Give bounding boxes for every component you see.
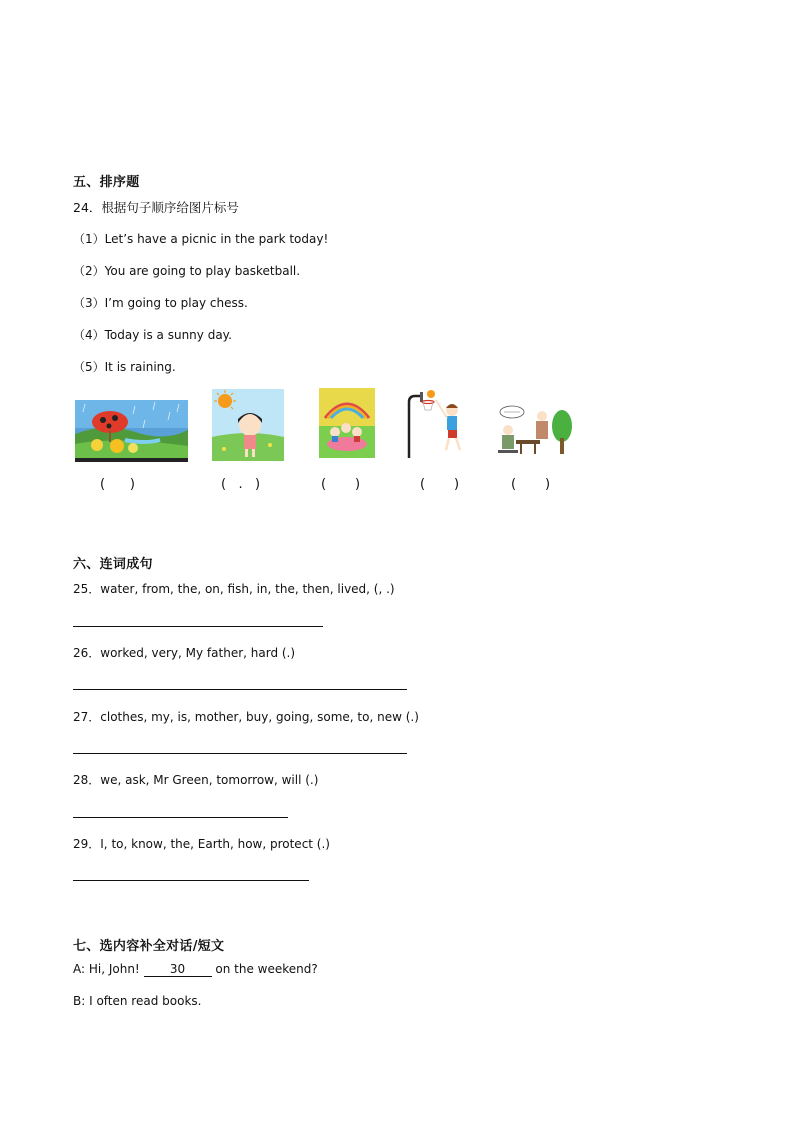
sentence-4: （4）Today is a sunny day. <box>73 328 232 342</box>
answer-line-29[interactable] <box>73 880 309 881</box>
answer-line-25[interactable] <box>73 626 323 627</box>
answer-paren-3[interactable]: ( ) <box>321 477 361 492</box>
dialogue-line-b: B: I often read books. <box>73 994 202 1008</box>
question-25: 25．water, from, the, on, fish, in, the, then, lived, (, .) <box>73 582 395 596</box>
picnic-picture <box>319 388 375 458</box>
answer-line-28[interactable] <box>73 817 288 818</box>
rainy-picture <box>75 400 188 462</box>
question-28: 28．we, ask, Mr Green, tomorrow, will (.) <box>73 773 319 787</box>
answer-paren-2[interactable]: ( . ) <box>221 477 261 492</box>
section-7-heading: 七、选内容补全对话/短文 <box>73 939 225 954</box>
answer-line-26[interactable] <box>73 689 407 690</box>
sentence-1: （1）Let’s have a picnic in the park today! <box>73 232 329 246</box>
dialogue-line-a <box>73 962 318 977</box>
answer-paren-4[interactable]: ( ) <box>420 477 460 492</box>
sunny-day-picture <box>212 389 284 461</box>
sentence-3: （3）I’m going to play chess. <box>73 296 248 310</box>
question-24: 24．根据句子顺序给图片标号 <box>73 200 239 215</box>
answer-line-27[interactable] <box>73 753 407 754</box>
section-5-heading: 五、排序题 <box>73 175 140 190</box>
question-27: 27．clothes, my, is, mother, buy, going, some, to, new (.) <box>73 710 419 724</box>
sentence-5: （5）It is raining. <box>73 360 176 374</box>
blank-30[interactable]: 30 <box>144 962 212 977</box>
question-26: 26．worked, very, My father, hard (.) <box>73 646 296 660</box>
question-29: 29．I, to, know, the, Earth, how, protect (.) <box>73 837 330 851</box>
dialogue-a-suffix: on the weekend? <box>211 962 318 976</box>
basketball-picture <box>406 388 470 460</box>
section-6-heading: 六、连词成句 <box>73 557 153 572</box>
answer-paren-5[interactable]: ( ) <box>511 477 551 492</box>
dialogue-a-prefix: A: Hi, John! <box>73 962 144 976</box>
chess-picture <box>490 402 572 458</box>
sentence-2: （2）You are going to play basketball. <box>73 264 301 278</box>
answer-paren-1[interactable]: ( ) <box>100 477 135 492</box>
